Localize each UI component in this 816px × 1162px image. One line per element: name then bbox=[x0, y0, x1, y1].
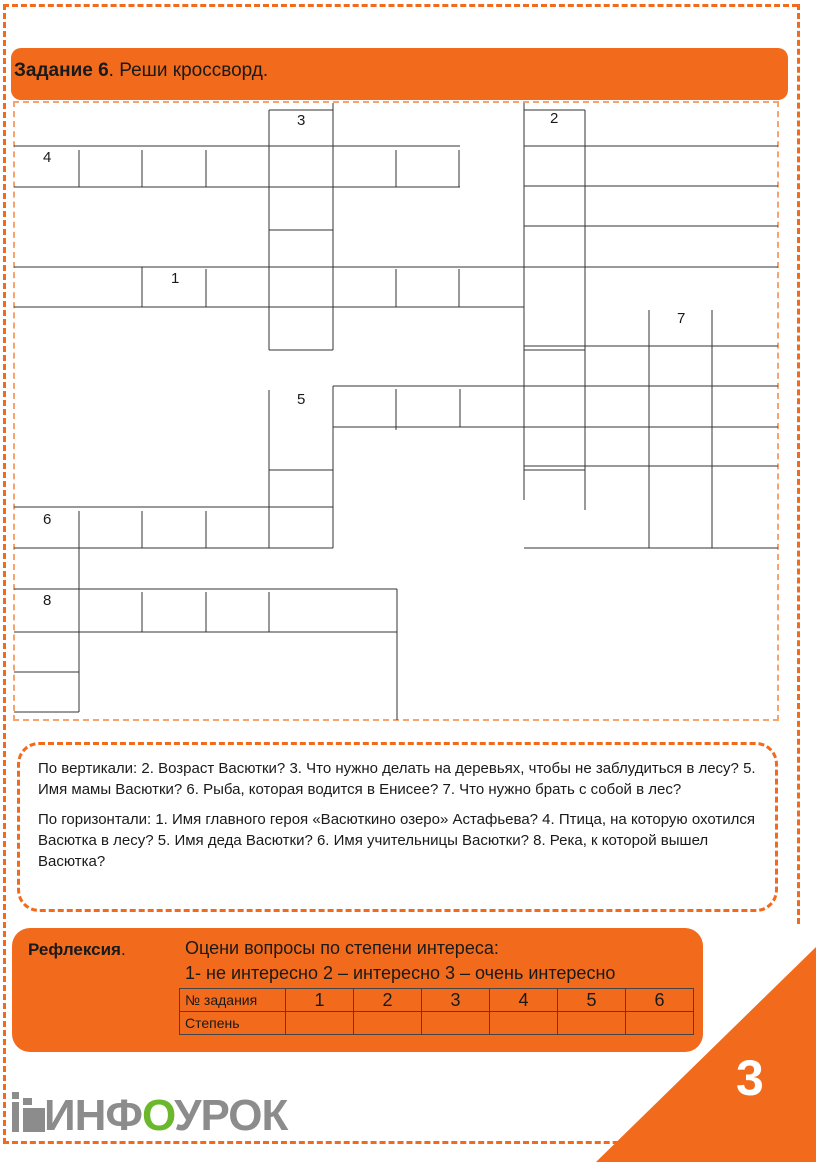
clues-horizontal: По горизонтали: 1. Имя главного героя «Васюткино озеро» Астафьева? 4. Птица, на которую охотился Васютка в лесу? 5. Имя деда Васютки? 6. Имя учительницы Васютки? 8. Река, к которой вышел Васютка? bbox=[38, 811, 755, 870]
logo-text bbox=[44, 1088, 287, 1144]
cw-number-3: 3 bbox=[297, 112, 306, 129]
logo-part-3: УРОК bbox=[174, 1091, 288, 1140]
cw-number-2: 2 bbox=[550, 110, 559, 127]
cw-number-7: 7 bbox=[677, 310, 686, 327]
reflection-col-2: 2 bbox=[354, 989, 422, 1012]
reflection-col-5: 5 bbox=[558, 989, 626, 1012]
reflection-col-4: 4 bbox=[490, 989, 558, 1012]
logo-part-1: ИНФ bbox=[44, 1091, 142, 1140]
cw-number-1: 1 bbox=[171, 270, 180, 287]
reflection-line-2: 1- не интересно 2 – интересно 3 – очень интересно bbox=[185, 963, 616, 983]
reflection-col-6: 6 bbox=[626, 989, 694, 1012]
reflection-col-3: 3 bbox=[422, 989, 490, 1012]
reflection-col-1: 1 bbox=[286, 989, 354, 1012]
reflection-header-label: № задания bbox=[180, 989, 286, 1012]
clues-vertical: По вертикали: 2. Возраст Васютки? 3. Что нужно делать на деревьях, чтобы не заблудиться в лесу? 5. Имя мамы Васютки? 6. Рыба, которая водится в Енисее? 7. Что нужно брать с собой в лес? bbox=[38, 760, 756, 798]
task-title-rest: . Реши кроссворд. bbox=[108, 60, 269, 81]
reflection-line-1: Оцени вопросы по степени интереса: bbox=[185, 938, 499, 958]
logo-part-2: О bbox=[141, 1091, 175, 1140]
cw-number-6: 6 bbox=[43, 511, 52, 528]
reflection-title-rest: . bbox=[120, 940, 126, 959]
task-title-bold: Задание 6 bbox=[14, 60, 109, 81]
reflection-title-bold: Рефлексия bbox=[28, 940, 121, 959]
cw-number-5: 5 bbox=[297, 391, 306, 408]
reflection-row-label: Степень bbox=[180, 1012, 286, 1035]
page-number: 3 bbox=[736, 1050, 764, 1106]
cw-number-4: 4 bbox=[43, 149, 52, 166]
cw-number-8: 8 bbox=[43, 592, 52, 609]
